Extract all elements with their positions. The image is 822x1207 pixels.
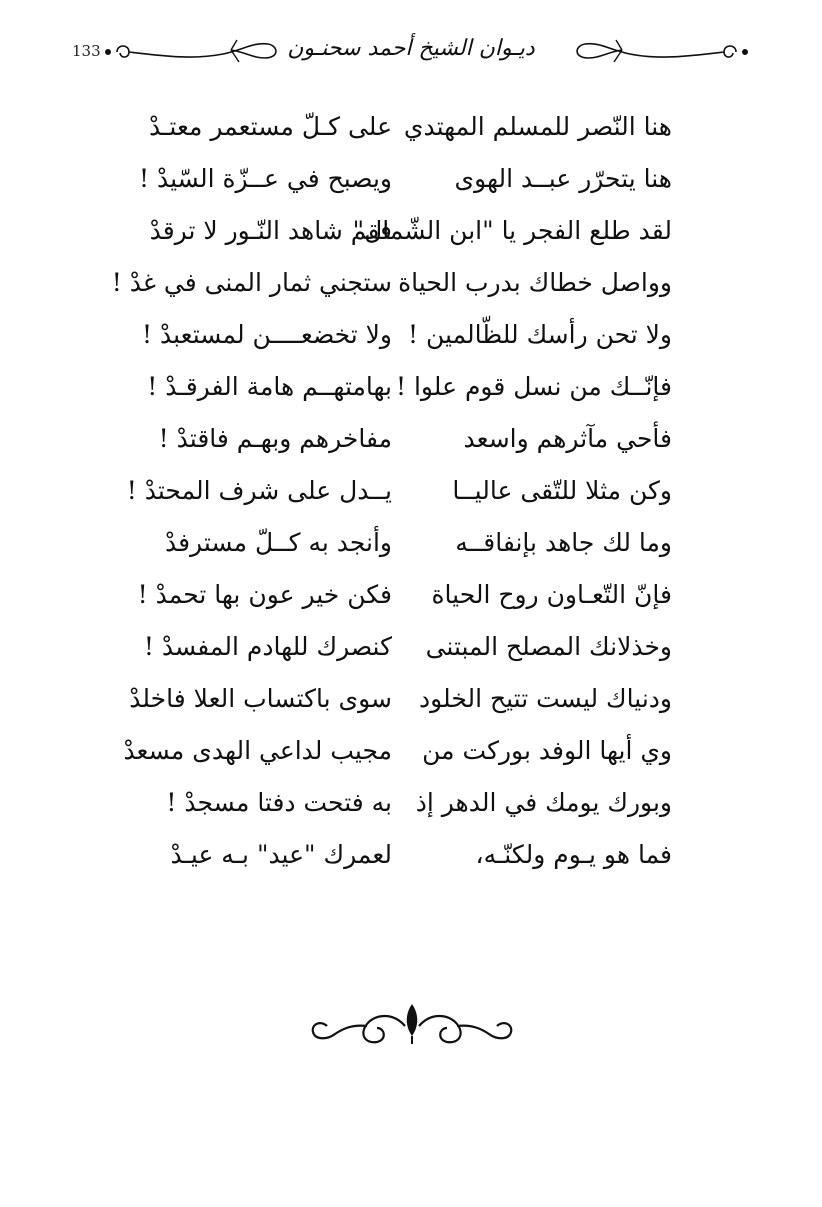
verse-first-hemistich: وي أيها الوفد بوركت من bbox=[422, 736, 672, 765]
verse-first-hemistich: وما لك جاهد بإنفاقــه bbox=[455, 528, 672, 557]
verse-first-hemistich: فإنّــك من نسل قوم علوا ! bbox=[395, 372, 672, 401]
verse-first-hemistich: ولا تحن رأسك للظّالمين ! bbox=[408, 320, 672, 349]
verse-first-hemistich: وخذلانك المصلح المبتنى bbox=[425, 632, 672, 661]
verse-second-hemistich: كنصرك للهادم المفسدْ ! bbox=[143, 632, 392, 661]
page-header bbox=[0, 28, 822, 78]
verse-first-hemistich: فأحي مآثرهم واسعد bbox=[463, 424, 672, 453]
verse bbox=[0, 367, 822, 419]
verse bbox=[0, 835, 822, 887]
verse-second-hemistich: مفاخرهم وبهـم فاقتدْ ! bbox=[158, 424, 392, 453]
poem bbox=[0, 107, 822, 887]
page-number: 133 bbox=[72, 42, 101, 60]
verse-first-hemistich: وبورك يومك في الدهر إذ bbox=[415, 788, 672, 817]
verse-first-hemistich: فإنّ التّعـاون روح الحياة bbox=[431, 580, 672, 609]
verse-first-hemistich: ودنياك ليست تتيح الخلود bbox=[419, 684, 672, 713]
verse-first-hemistich: فما هو يـوم ولكنّـه، bbox=[475, 840, 672, 869]
verse bbox=[0, 211, 822, 263]
verse bbox=[0, 523, 822, 575]
running-title: ديـوان الشيخ أحمد سحنـون bbox=[287, 36, 535, 61]
verse bbox=[0, 107, 822, 159]
verse-second-hemistich: ويصبح في عــزّة السّيدْ ! bbox=[138, 164, 392, 193]
end-flourish-icon bbox=[305, 1000, 520, 1050]
verse-second-hemistich: فكن خير عون بها تحمدْ ! bbox=[137, 580, 392, 609]
verse-first-hemistich: هنا يتحرّر عبــد الهوى bbox=[454, 164, 672, 193]
verse-second-hemistich: وأنجد به كــلّ مسترفدْ bbox=[164, 528, 392, 557]
verse bbox=[0, 315, 822, 367]
verse-second-hemistich: سوى باكتساب العلا فاخلدْ bbox=[129, 684, 392, 713]
verse-first-hemistich: وكن مثلا للتّقى عاليــا bbox=[452, 476, 672, 505]
verse-second-hemistich: لعمرك "عيد" بـه عيـدْ bbox=[170, 840, 392, 869]
verse-second-hemistich: فقم شاهد النّـور لا ترقدْ bbox=[149, 216, 392, 245]
verse bbox=[0, 159, 822, 211]
verse-second-hemistich: مجيب لداعي الهدى مسعدْ bbox=[123, 736, 392, 765]
verse bbox=[0, 731, 822, 783]
verse-first-hemistich: هنا النّصر للمسلم المهتدي bbox=[403, 112, 672, 141]
verse-first-hemistich: وواصل خطاك بدرب الحياة bbox=[398, 268, 672, 297]
verse bbox=[0, 263, 822, 315]
verse bbox=[0, 471, 822, 523]
verse-second-hemistich: يــدل على شرف المحتدْ ! bbox=[126, 476, 392, 505]
verse-second-hemistich: ولا تخضعــــن لمستعبدْ ! bbox=[141, 320, 392, 349]
verse-first-hemistich: لقد طلع الفجر يا "ابن الشّمال" bbox=[352, 216, 672, 245]
verse-second-hemistich: على كـلّ مستعمر معتـدْ bbox=[148, 112, 392, 141]
verse-second-hemistich: به فتحت دفتا مسجدْ ! bbox=[166, 788, 392, 817]
verse bbox=[0, 783, 822, 835]
verse bbox=[0, 575, 822, 627]
verse bbox=[0, 679, 822, 731]
verse-second-hemistich: ستجني ثمار المنى في غدْ ! bbox=[111, 268, 392, 297]
right-header-flourish-icon bbox=[570, 34, 750, 70]
verse-second-hemistich: بهامتهــم هامة الفرقـدْ ! bbox=[147, 372, 392, 401]
verse bbox=[0, 627, 822, 679]
verse bbox=[0, 419, 822, 471]
